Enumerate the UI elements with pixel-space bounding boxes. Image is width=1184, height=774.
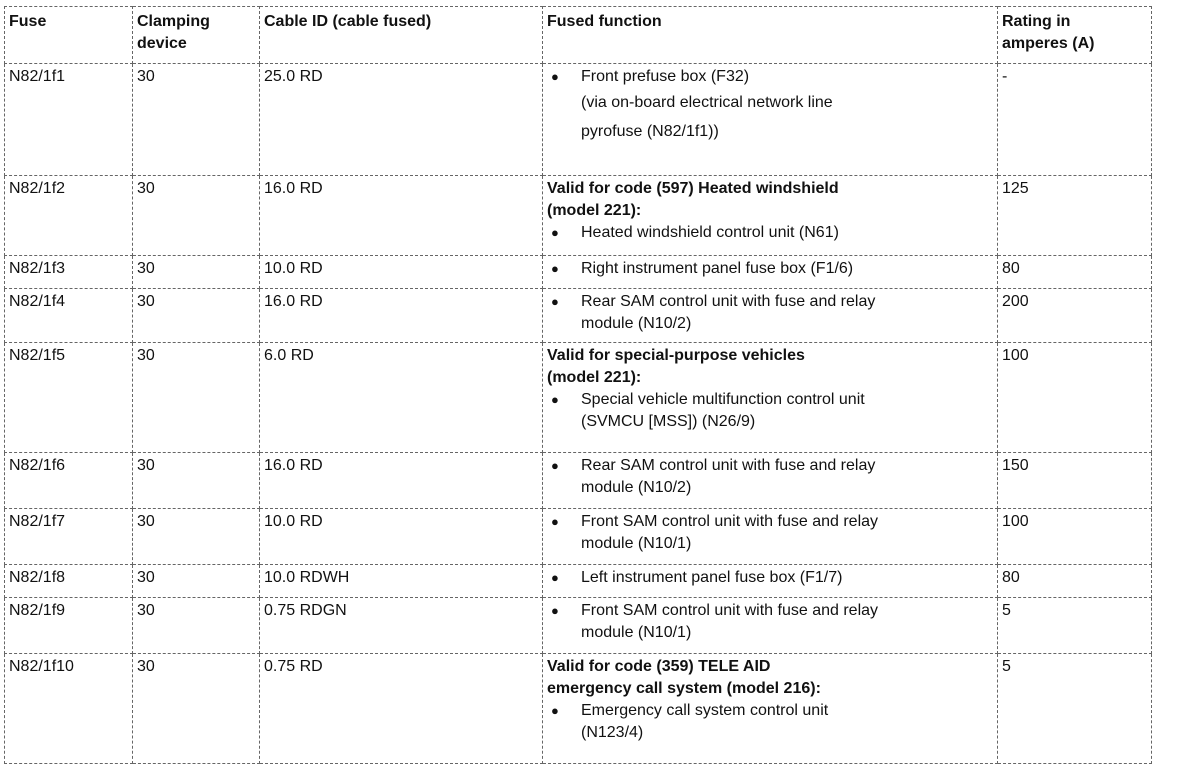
- cell-fused-function: [543, 64, 998, 176]
- cell-fused-function: [543, 343, 998, 453]
- bullet-icon: ●: [551, 69, 559, 84]
- table-row: [5, 256, 1152, 289]
- cell-clamping-device: 30: [133, 598, 260, 654]
- cell-cable-id: 16.0 RD: [260, 176, 543, 256]
- cell-rating: 200: [998, 289, 1152, 343]
- function-heading-line: (model 221):: [547, 369, 642, 386]
- table-row: [5, 598, 1152, 654]
- function-heading: [547, 345, 993, 389]
- cell-rating: 5: [998, 598, 1152, 654]
- cell-clamping-device: 30: [133, 64, 260, 176]
- cell-clamping-device: 30: [133, 256, 260, 289]
- function-list: [547, 291, 993, 335]
- function-list-item: [547, 567, 993, 589]
- function-text-line: Rear SAM control unit with fuse and relay: [581, 293, 876, 310]
- header-rating-line2: amperes (A): [1002, 35, 1095, 52]
- cell-rating: -: [998, 64, 1152, 176]
- header-rating: [998, 7, 1152, 64]
- function-list-item: [547, 455, 993, 499]
- header-fused-function: Fused function: [543, 7, 998, 64]
- function-text-line: Rear SAM control unit with fuse and relay: [581, 457, 876, 474]
- function-list-item: [547, 258, 993, 280]
- function-list-item: [547, 600, 993, 644]
- cell-clamping-device: 30: [133, 289, 260, 343]
- function-list: [547, 511, 993, 555]
- bullet-icon: ●: [551, 458, 559, 473]
- function-list: [547, 700, 993, 744]
- function-text-line: Front SAM control unit with fuse and relay: [581, 602, 879, 619]
- bullet-icon: ●: [551, 570, 559, 585]
- cell-clamping-device: 30: [133, 509, 260, 565]
- bullet-icon: ●: [551, 261, 559, 276]
- cell-cable-id: 0.75 RD: [260, 654, 543, 764]
- function-list: [547, 567, 993, 589]
- header-rating-line1: Rating in: [1002, 13, 1071, 30]
- cell-clamping-device: 30: [133, 654, 260, 764]
- function-text-line: Front prefuse box (F32): [581, 68, 750, 85]
- function-heading-line: Valid for special-purpose vehicles: [547, 347, 805, 364]
- cell-cable-id: 10.0 RDWH: [260, 565, 543, 598]
- bullet-icon: ●: [551, 392, 559, 407]
- function-heading-line: Valid for code (359) TELE AID: [547, 658, 771, 675]
- function-text-line: Emergency call system control unit: [581, 702, 829, 719]
- function-text-line: module (N10/2): [581, 315, 692, 332]
- header-row: [5, 7, 1152, 64]
- cell-fused-function: [543, 289, 998, 343]
- function-text-line: Front SAM control unit with fuse and relay: [581, 513, 879, 530]
- cell-fuse: N82/1f6: [5, 453, 133, 509]
- cell-fuse: N82/1f4: [5, 289, 133, 343]
- cell-rating: 80: [998, 256, 1152, 289]
- cell-fuse: N82/1f7: [5, 509, 133, 565]
- function-text-line: pyrofuse (N82/1f1)): [581, 123, 719, 140]
- function-list: [547, 455, 993, 499]
- cell-rating: 80: [998, 565, 1152, 598]
- cell-fuse: N82/1f1: [5, 64, 133, 176]
- cell-rating: 150: [998, 453, 1152, 509]
- table-row: [5, 453, 1152, 509]
- table-row: [5, 176, 1152, 256]
- cell-rating: 5: [998, 654, 1152, 764]
- cell-fused-function: [543, 565, 998, 598]
- cell-rating: 100: [998, 343, 1152, 453]
- cell-fuse: N82/1f8: [5, 565, 133, 598]
- table-row: [5, 64, 1152, 176]
- cell-clamping-device: 30: [133, 176, 260, 256]
- table-row: [5, 565, 1152, 598]
- table-row: [5, 509, 1152, 565]
- header-clamping-line2: device: [137, 35, 187, 52]
- cell-cable-id: 16.0 RD: [260, 453, 543, 509]
- cell-rating: 125: [998, 176, 1152, 256]
- function-list: [547, 222, 993, 244]
- function-heading: [547, 656, 993, 700]
- cell-fuse: N82/1f9: [5, 598, 133, 654]
- function-list: [547, 258, 993, 280]
- function-list-item: [547, 222, 993, 244]
- cell-fuse: N82/1f10: [5, 654, 133, 764]
- function-text-line: module (N10/1): [581, 535, 692, 552]
- cell-rating: 100: [998, 509, 1152, 565]
- cell-fused-function: [543, 453, 998, 509]
- function-list-item: [547, 389, 993, 433]
- cell-fuse: N82/1f3: [5, 256, 133, 289]
- cell-fuse: N82/1f2: [5, 176, 133, 256]
- cell-fused-function: [543, 176, 998, 256]
- cell-cable-id: 10.0 RD: [260, 509, 543, 565]
- cell-cable-id: 10.0 RD: [260, 256, 543, 289]
- function-text-line: (SVMCU [MSS]) (N26/9): [581, 413, 756, 430]
- function-list: [547, 600, 993, 644]
- bullet-icon: ●: [551, 603, 559, 618]
- function-list: [547, 66, 993, 146]
- function-text-line: (N123/4): [581, 724, 644, 741]
- cell-fused-function: [543, 598, 998, 654]
- table-row: [5, 654, 1152, 764]
- cell-fuse: N82/1f5: [5, 343, 133, 453]
- bullet-icon: ●: [551, 514, 559, 529]
- cell-fused-function: [543, 654, 998, 764]
- fuse-table: [4, 6, 1152, 764]
- table-row: [5, 289, 1152, 343]
- function-list-item: [547, 66, 993, 146]
- header-cable-id: Cable ID (cable fused): [260, 7, 543, 64]
- cell-fused-function: [543, 256, 998, 289]
- function-heading: [547, 178, 993, 222]
- bullet-icon: ●: [551, 703, 559, 718]
- function-heading-line: (model 221):: [547, 202, 642, 219]
- function-list-item: [547, 511, 993, 555]
- cell-clamping-device: 30: [133, 565, 260, 598]
- table-row: [5, 343, 1152, 453]
- function-text-line: module (N10/2): [581, 479, 692, 496]
- bullet-icon: ●: [551, 225, 559, 240]
- table-body: [5, 64, 1152, 764]
- cell-cable-id: 0.75 RDGN: [260, 598, 543, 654]
- function-text-line: (via on-board electrical network line: [581, 94, 833, 111]
- function-list: [547, 389, 993, 433]
- function-list-item: [547, 291, 993, 335]
- function-text-line: Special vehicle multifunction control unit: [581, 391, 865, 408]
- cell-cable-id: 16.0 RD: [260, 289, 543, 343]
- cell-cable-id: 25.0 RD: [260, 64, 543, 176]
- function-list-item: [547, 700, 993, 744]
- header-clamping-line1: Clamping: [137, 13, 210, 30]
- bullet-icon: ●: [551, 294, 559, 309]
- function-text-line: Heated windshield control unit (N61): [581, 224, 839, 241]
- function-text-line: Left instrument panel fuse box (F1/7): [581, 569, 843, 586]
- cell-clamping-device: 30: [133, 343, 260, 453]
- function-text-line: Right instrument panel fuse box (F1/6): [581, 260, 854, 277]
- function-heading-line: Valid for code (597) Heated windshield: [547, 180, 839, 197]
- function-text-line: module (N10/1): [581, 624, 692, 641]
- cell-cable-id: 6.0 RD: [260, 343, 543, 453]
- cell-fused-function: [543, 509, 998, 565]
- function-heading-line: emergency call system (model 216):: [547, 680, 821, 697]
- cell-clamping-device: 30: [133, 453, 260, 509]
- header-fuse: Fuse: [5, 7, 133, 64]
- header-clamping-device: [133, 7, 260, 64]
